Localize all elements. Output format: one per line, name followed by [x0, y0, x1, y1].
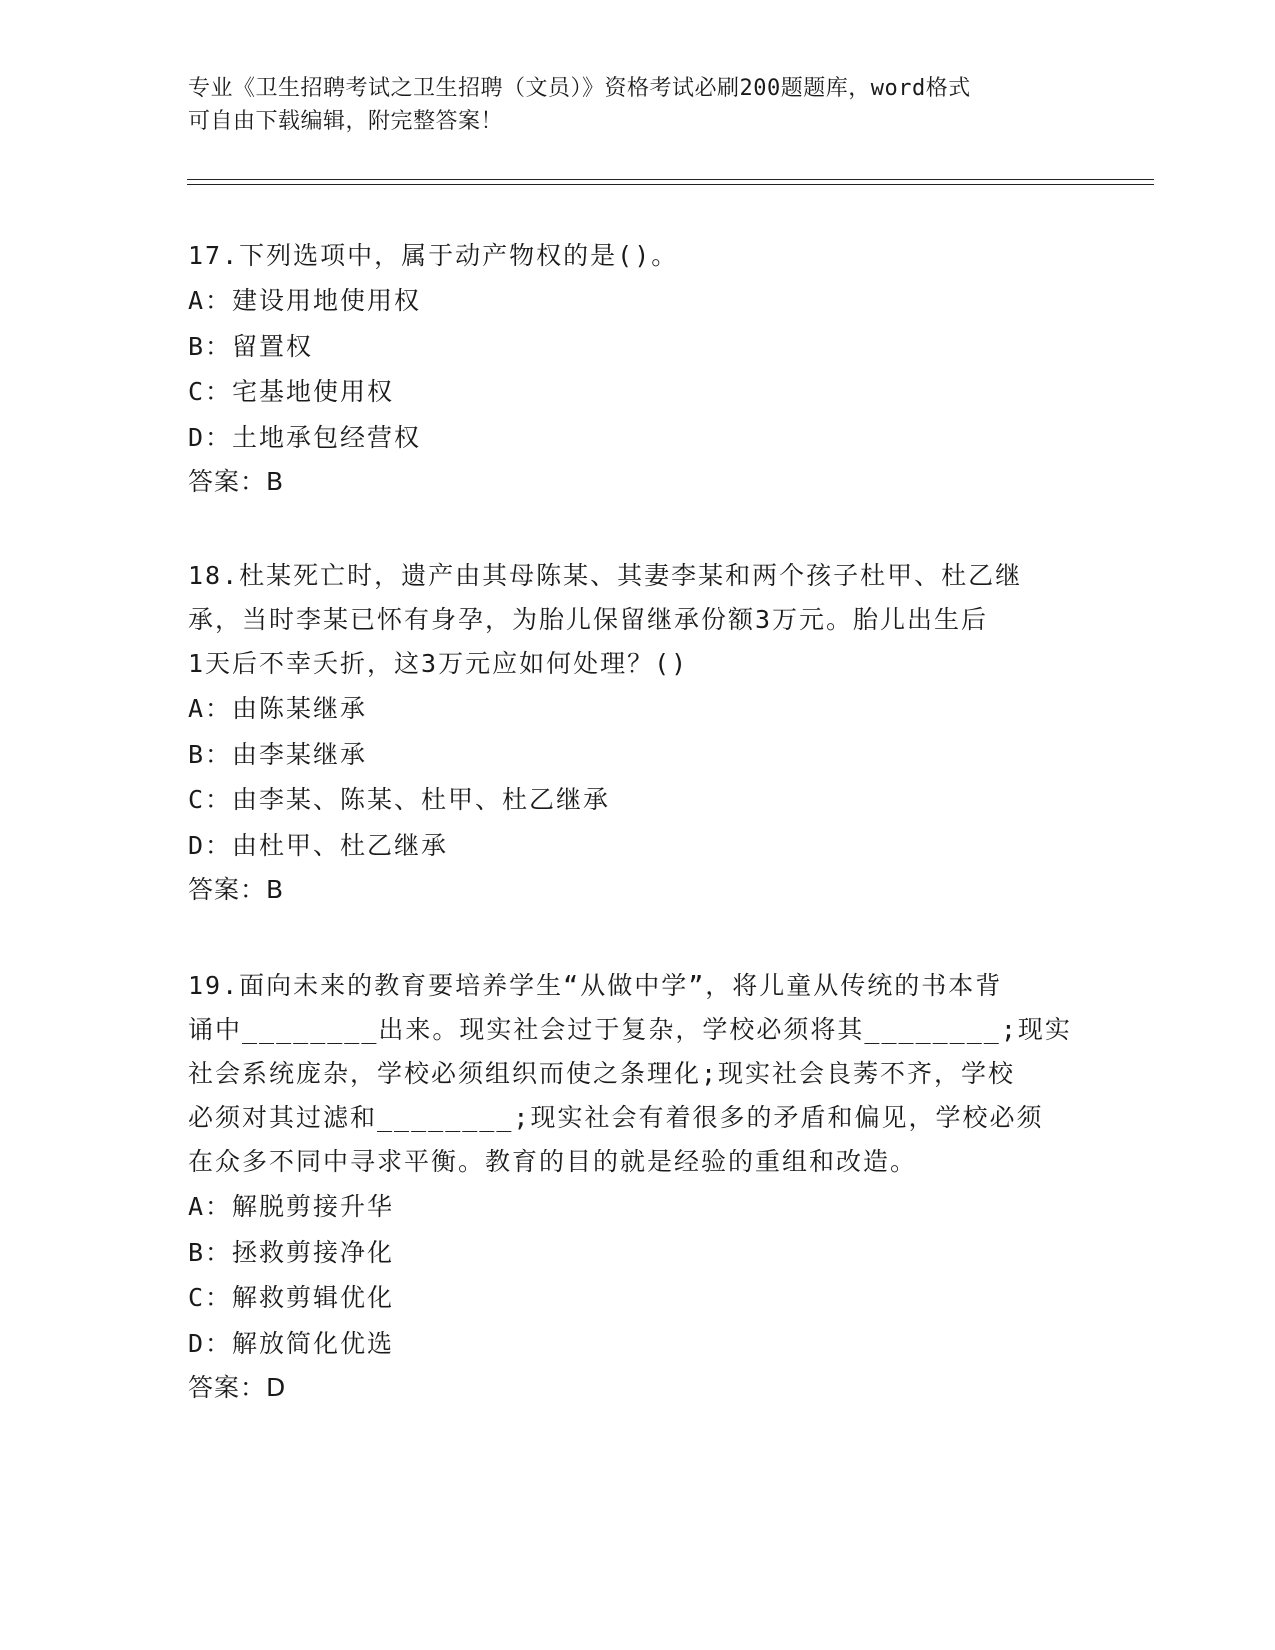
answer: 答案：B [188, 467, 285, 496]
option-a: A：由陈某继承 [188, 694, 368, 723]
question-stem-line: 19.面向未来的教育要培养学生“从做中学”，将儿童从传统的书本背 [188, 971, 1003, 1000]
header-line-2: 可自由下载编辑，附完整答案！ [188, 109, 504, 134]
option-b: B：留置权 [188, 331, 314, 361]
option-a: A：建设用地使用权 [188, 286, 422, 315]
question-stem-line: 社会系统庞杂，学校必须组织而使之条理化;现实社会良莠不齐，学校 [188, 1059, 1016, 1088]
question-18 [188, 554, 1078, 912]
header-divider-top [187, 179, 1154, 180]
header-line-1: 专业《卫生招聘考试之卫生招聘（文员）》资格考试必刷200题题库，word格式 [188, 76, 971, 101]
question-stem-line: 18.杜某死亡时，遗产由其母陈某、其妻李某和两个孩子杜甲、杜乙继 [188, 561, 1023, 590]
question-stem-line: 17.下列选项中，属于动产物权的是()。 [188, 241, 679, 270]
question-stem-line: 必须对其过滤和________;现实社会有着很多的矛盾和偏见，学校必须 [188, 1103, 1044, 1132]
option-b: B：拯救剪接净化 [188, 1237, 395, 1267]
option-b: B：由李某继承 [188, 739, 368, 769]
answer: 答案：D [188, 1373, 287, 1402]
question-stem-line: 诵中________出来。现实社会过于复杂，学校必须将其________;现实 [188, 1015, 1072, 1044]
option-c: C：解救剪辑优化 [188, 1283, 395, 1312]
option-d: D：由杜甲、杜乙继承 [188, 830, 449, 860]
question-17 [188, 234, 1078, 504]
option-d: D：土地承包经营权 [188, 422, 422, 452]
document-header [188, 72, 1068, 138]
option-c: C：由李某、陈某、杜甲、杜乙继承 [188, 785, 611, 814]
question-19 [188, 964, 1078, 1410]
question-stem-line: 在众多不同中寻求平衡。教育的目的就是经验的重组和改造。 [188, 1147, 918, 1176]
question-stem-line: 承，当时李某已怀有身孕，为胎儿保留继承份额3万元。胎儿出生后 [188, 605, 989, 634]
option-d: D：解放简化优选 [188, 1328, 395, 1358]
header-divider-bottom [187, 184, 1154, 185]
option-c: C：宅基地使用权 [188, 377, 395, 406]
answer: 答案：B [188, 875, 285, 904]
option-a: A：解脱剪接升华 [188, 1192, 395, 1221]
question-stem-line: 1天后不幸夭折，这3万元应如何处理？() [188, 649, 689, 678]
